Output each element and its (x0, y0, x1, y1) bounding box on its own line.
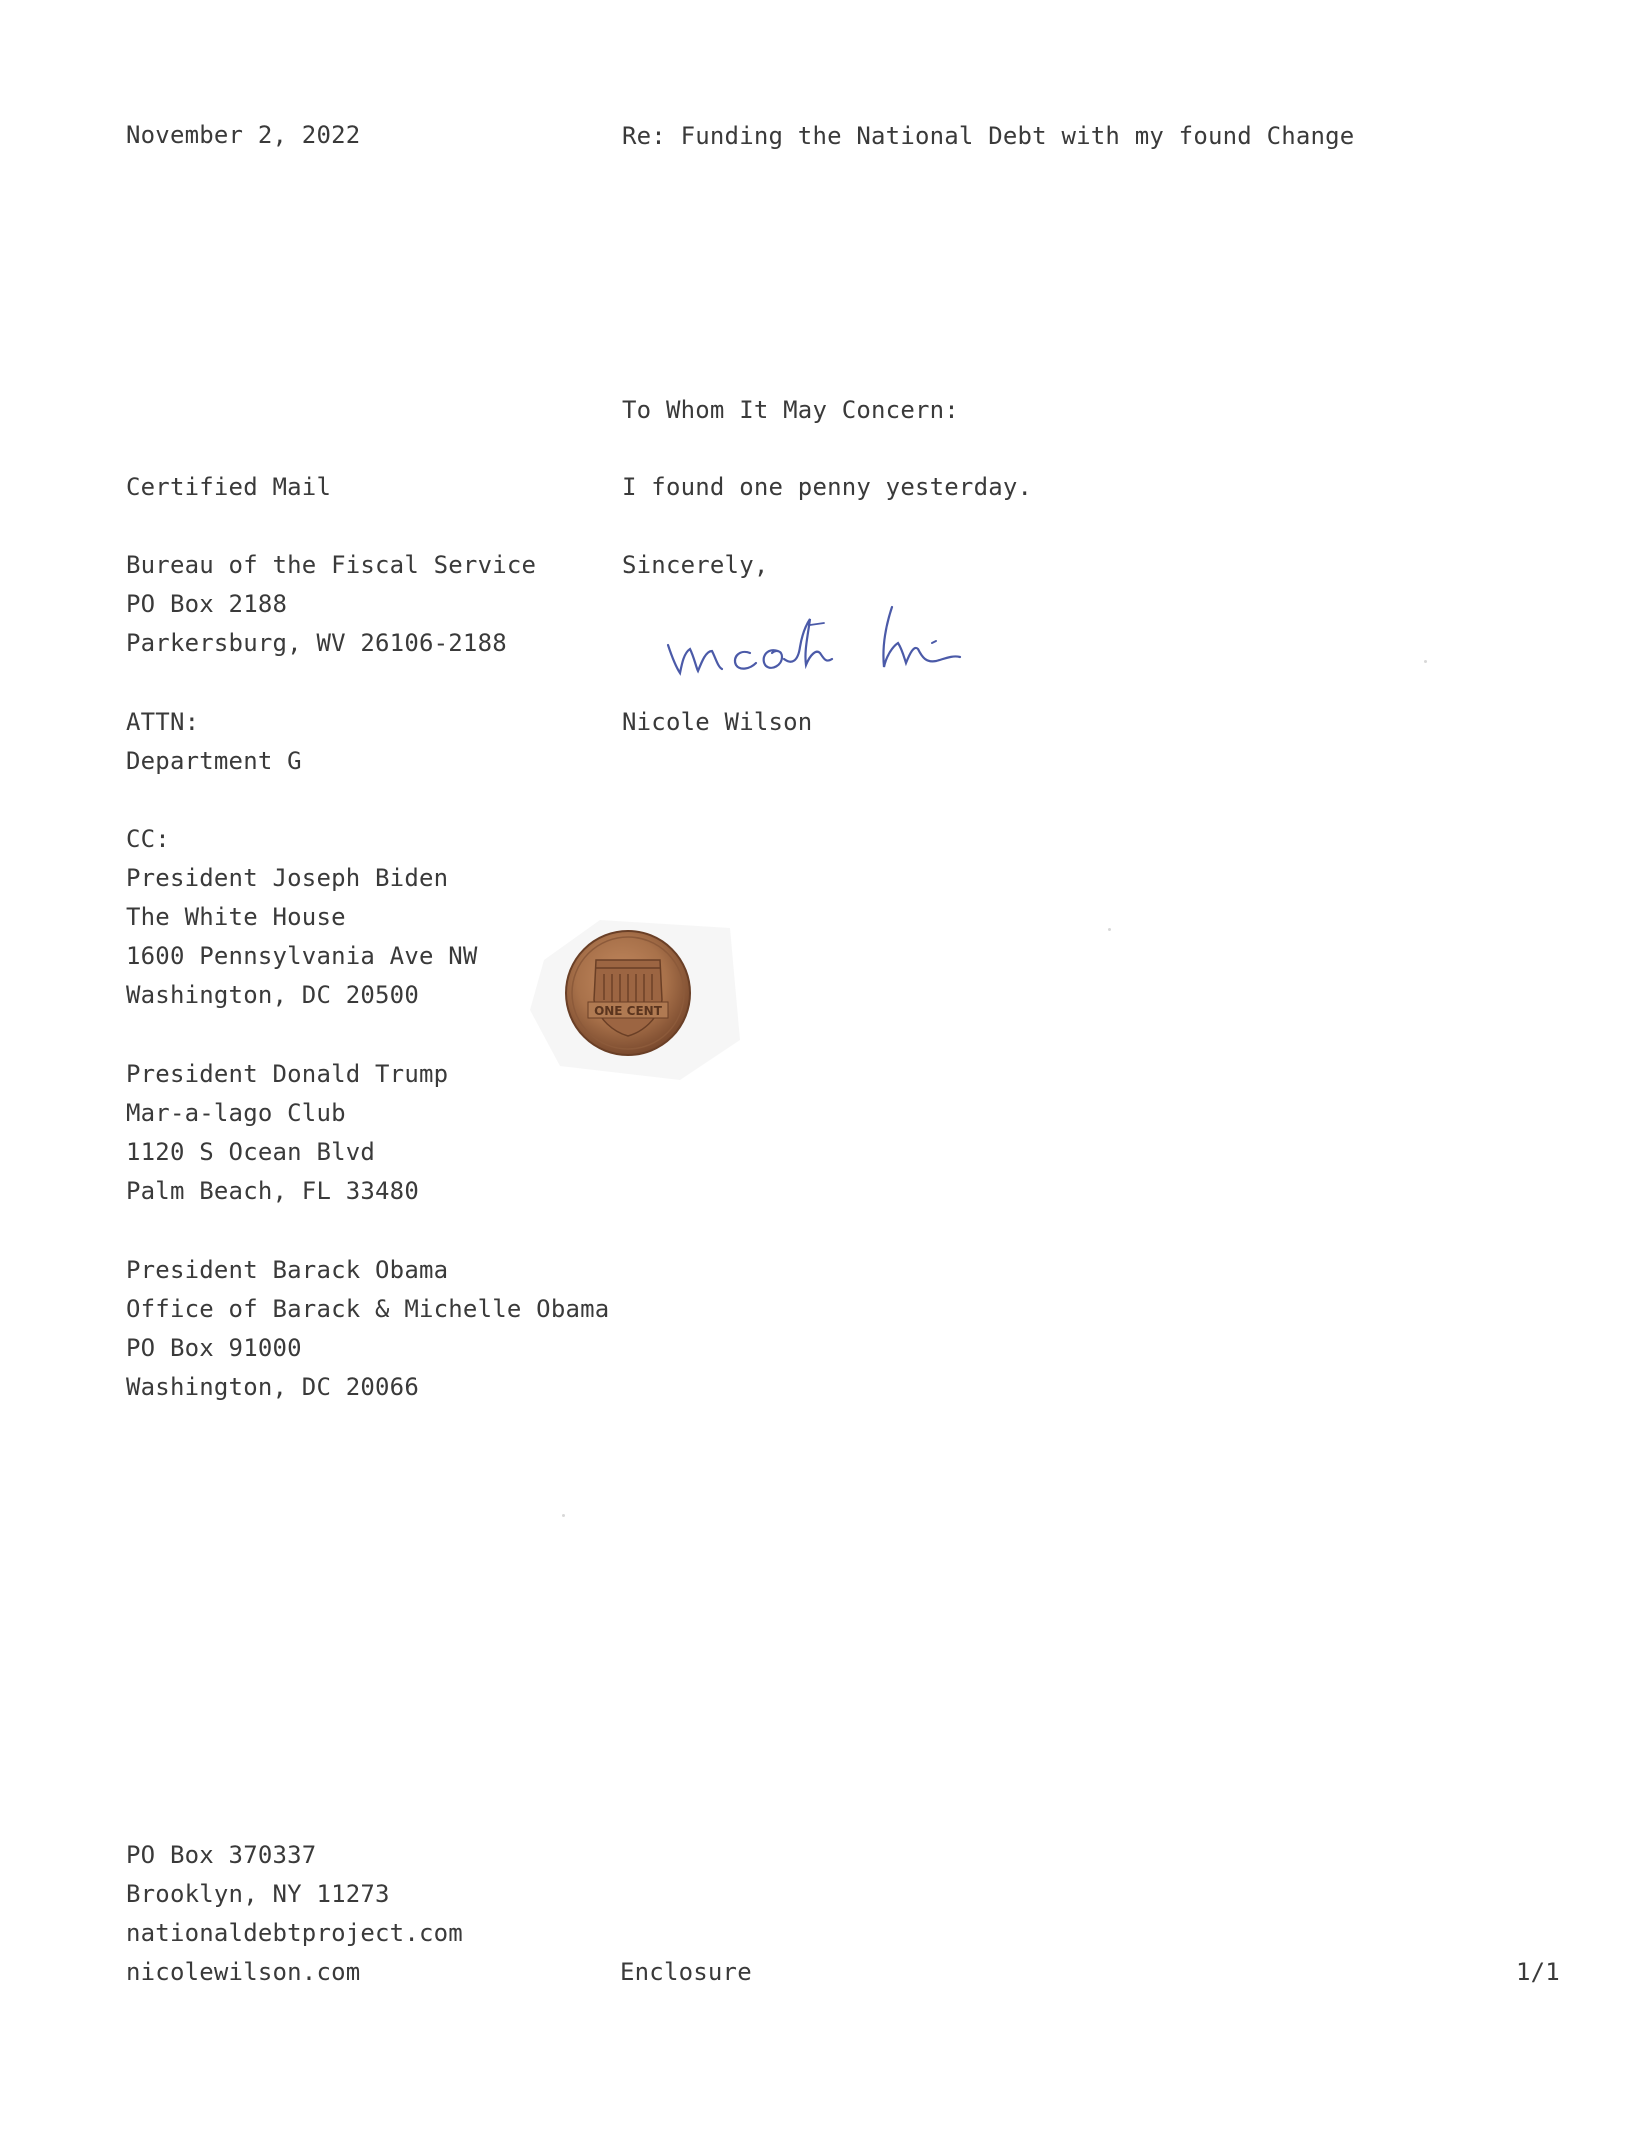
cc-recipient-trump (126, 1055, 448, 1211)
sender-line: Brooklyn, NY 11273 (126, 1880, 390, 1908)
page-number: 1/1 (1516, 1958, 1560, 1986)
enclosure-label: Enclosure (620, 1958, 752, 1986)
signer-name: Nicole Wilson (622, 708, 813, 736)
cc-line: Palm Beach, FL 33480 (126, 1177, 419, 1205)
cc-line: 1600 Pennsylvania Ave NW (126, 942, 478, 970)
cc-line: 1120 S Ocean Blvd (126, 1138, 376, 1166)
scan-speck (562, 1514, 565, 1517)
sender-line: PO Box 370337 (126, 1841, 317, 1869)
cc-line: President Barack Obama (126, 1256, 449, 1284)
letter-body: I found one penny yesterday. (622, 473, 1033, 501)
cc-label: CC: (126, 825, 170, 853)
coin-inscription: ONE CENT (594, 1004, 662, 1018)
recipient-line: PO Box 2188 (126, 590, 288, 618)
scan-speck (1108, 928, 1111, 931)
cc-line: Mar-a-lago Club (126, 1099, 346, 1127)
closing: Sincerely, (622, 551, 769, 579)
cc-recipient-obama (126, 1251, 609, 1407)
recipient-address (126, 546, 536, 663)
mailing-method: Certified Mail (126, 473, 332, 501)
attn-value: Department G (126, 747, 302, 775)
cc-line: President Joseph Biden (126, 864, 449, 892)
cc-block (126, 820, 478, 1015)
cc-line: President Donald Trump (126, 1060, 449, 1088)
cc-line: The White House (126, 903, 346, 931)
sender-line: nationaldebtproject.com (126, 1919, 463, 1947)
attention-block (126, 703, 302, 781)
cc-line: Washington, DC 20066 (126, 1373, 419, 1401)
recipient-line: Bureau of the Fiscal Service (126, 551, 537, 579)
letter-date: November 2, 2022 (126, 121, 361, 149)
salutation: To Whom It May Concern: (622, 396, 959, 424)
scan-speck (1424, 660, 1427, 663)
cc-line: PO Box 91000 (126, 1334, 302, 1362)
penny-image (530, 890, 750, 1090)
recipient-line: Parkersburg, WV 26106-2188 (126, 629, 507, 657)
letter-subject: Re: Funding the National Debt with my found Change (622, 122, 1355, 150)
attn-label: ATTN: (126, 708, 200, 736)
cc-line: Office of Barack & Michelle Obama (126, 1295, 610, 1323)
cc-line: Washington, DC 20500 (126, 981, 419, 1009)
sender-address (126, 1836, 463, 1992)
handwritten-signature (660, 595, 1010, 695)
sender-line: nicolewilson.com (126, 1958, 361, 1986)
